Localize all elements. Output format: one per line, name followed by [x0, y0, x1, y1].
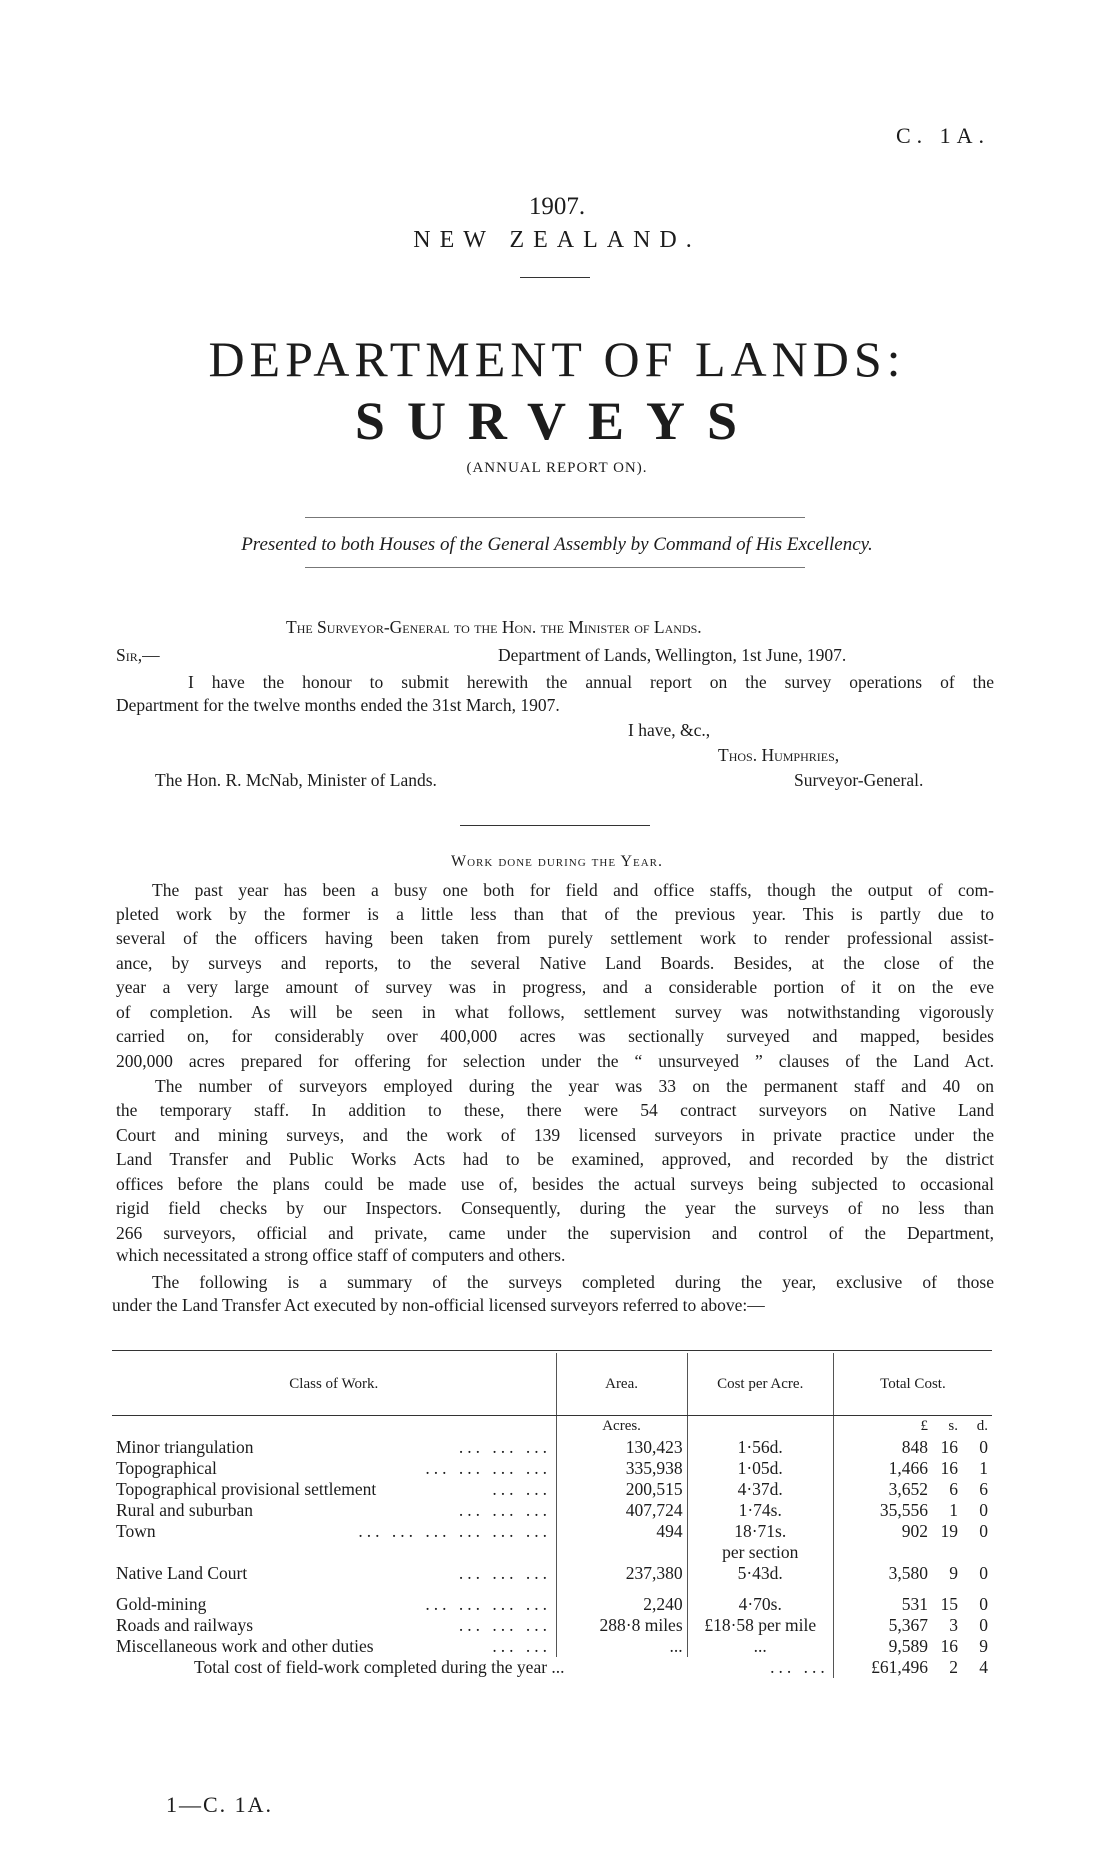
text-line: pleted work by the former is a little less than that of the previous year. This is partly due to: [116, 904, 994, 924]
cost-pounds: 902: [901, 1521, 928, 1541]
text-line: offices before the plans could be made use of, besides the actual surveys being subjected to occasional: [116, 1174, 994, 1194]
divider: [460, 825, 650, 826]
letter-closing: I have, &c.,: [628, 720, 711, 740]
cost-per-acre: £18·58 per mile: [704, 1615, 817, 1635]
text-line: ance, by surveys and reports, to the several Native Land Boards. Besides, at the close of the: [116, 953, 994, 973]
cost-per-acre-cell: [687, 1458, 833, 1479]
total-cost-cell: [833, 1500, 992, 1521]
cost-per-acre-cell: [687, 1479, 833, 1500]
total-cost: [838, 1479, 988, 1500]
column-header-class: Class of Work.: [112, 1353, 556, 1416]
area-cell: ...: [556, 1636, 687, 1657]
table-row: [112, 1458, 992, 1479]
cost-pence: 0: [979, 1437, 988, 1457]
table-top-rule: [112, 1350, 992, 1351]
cost-per-acre: 1·56d.: [737, 1437, 783, 1457]
cost-shillings: 9: [949, 1563, 958, 1583]
text-line: 200,000 acres prepared for offering for selection under the “ unsurveyed ” clauses of the Land Act.: [116, 1051, 994, 1071]
leader-dots: ... ... ...: [458, 1615, 551, 1635]
table-row: [112, 1521, 992, 1563]
total-cost: [838, 1594, 988, 1615]
total-cost: [838, 1437, 988, 1458]
leader-dots: ... ... ...: [458, 1563, 551, 1583]
salutation: Sir,—: [116, 645, 160, 665]
cost-shillings: 16: [940, 1437, 958, 1457]
area-cell: 2,240: [556, 1594, 687, 1615]
total-cost-cell: [833, 1615, 992, 1636]
cost-per-acre-cell: [687, 1615, 833, 1636]
class-of-work-cell: [112, 1500, 555, 1521]
cost-per-acre: 18·71s.: [734, 1521, 787, 1541]
class-of-work: Town: [116, 1521, 156, 1541]
text-line: several of the officers having been taken from purely settlement work to render professional assist-: [116, 928, 994, 948]
class-of-work-cell: [112, 1636, 555, 1657]
grand-total: [838, 1657, 988, 1678]
column-header-total-cost: Total Cost.: [833, 1353, 992, 1416]
text-line: which necessitated a strong office staff of computers and others.: [116, 1245, 566, 1265]
table-row: [112, 1615, 992, 1636]
place-date: Department of Lands, Wellington, 1st June, 1907.: [498, 645, 847, 665]
leader-dots: ... ... ... ...: [425, 1458, 551, 1478]
class-of-work-cell: [112, 1563, 555, 1584]
cost-pence: 0: [979, 1615, 988, 1635]
class-of-work: Topographical provisional settlement: [116, 1479, 377, 1499]
class-of-work: Minor triangulation: [116, 1437, 254, 1457]
class-of-work-cell: [112, 1615, 555, 1636]
cost-pounds: 3,580: [888, 1563, 928, 1583]
table-row: [112, 1594, 992, 1615]
signatory-title: Surveyor-General.: [794, 770, 924, 790]
country-name: NEW ZEALAND.: [413, 227, 701, 253]
units-row: [112, 1416, 992, 1438]
cost-per-acre-cell: [687, 1437, 833, 1458]
cost-pence: 0: [979, 1594, 988, 1614]
table-row: [112, 1563, 992, 1594]
leader-dots: ... ... ... ... ... ...: [358, 1521, 551, 1541]
class-of-work: Native Land Court: [116, 1563, 248, 1583]
cost-per-acre-cell: [687, 1594, 833, 1615]
total-cost-cell: [833, 1521, 992, 1563]
cost-shillings: 3: [949, 1615, 958, 1635]
area-cell: 200,515: [556, 1479, 687, 1500]
unit-acres: Acres.: [556, 1416, 687, 1438]
text-line: year a very large amount of survey was in progress, and a considerable portion of it on the eve: [116, 977, 994, 997]
title-department: DEPARTMENT OF LANDS:: [208, 331, 906, 387]
text-line: carried on, for considerably over 400,000 acres was sectionally surveyed and mapped, besides: [116, 1026, 994, 1046]
area-cell: 494: [556, 1521, 687, 1563]
area-cell: 130,423: [556, 1437, 687, 1458]
cost-per-acre: 4·37d.: [737, 1479, 783, 1499]
cost-shillings: 19: [940, 1521, 958, 1541]
leader-dots: ... ...: [492, 1479, 551, 1499]
letter-address: The Surveyor-General to the Hon. the Minister of Lands.: [286, 617, 702, 637]
cost-per-acre-cell: [687, 1500, 833, 1521]
text-line: 266 surveyors, official and private, came under the supervision and control of the Department,: [116, 1223, 994, 1243]
grand-total-cell: [833, 1657, 992, 1678]
table-row: [112, 1479, 992, 1500]
text-line: Land Transfer and Public Works Acts had to be examined, approved, and recorded by the district: [116, 1149, 994, 1169]
text-line: Court and mining surveys, and the work of 139 licensed surveyors in private practice under the: [116, 1125, 994, 1145]
column-header-area: Area.: [556, 1353, 687, 1416]
text-line: rigid field checks by our Inspectors. Consequently, during the year the surveys of no less than: [116, 1198, 994, 1218]
leader-dots: ... ...: [492, 1636, 551, 1656]
survey-summary-table: [112, 1353, 992, 1678]
leader-dots: ... ... ...: [458, 1437, 551, 1457]
text-line: The past year has been a busy one both for field and office staffs, though the output of com-: [152, 880, 994, 900]
presented-line: Presented to both Houses of the General Assembly by Command of His Excellency.: [241, 534, 873, 555]
leader-dots: ... ... ...: [458, 1500, 551, 1520]
total-cost: [838, 1521, 988, 1542]
cost-pence: 0: [979, 1500, 988, 1520]
class-of-work: Miscellaneous work and other duties: [116, 1636, 374, 1656]
page-signature: 1—C. 1A.: [166, 1792, 274, 1817]
total-cost-cell: [833, 1594, 992, 1615]
table-row: [112, 1500, 992, 1521]
total-cost: [838, 1500, 988, 1521]
total-cost: [838, 1636, 988, 1657]
text-line: The number of surveyors employed during the year was 33 on the permanent staff and 40 on: [155, 1076, 994, 1096]
cost-per-acre: 4·70s.: [738, 1594, 782, 1614]
cost-shillings: 15: [940, 1594, 958, 1614]
class-of-work: Roads and railways: [116, 1615, 254, 1635]
cost-shillings: 16: [940, 1458, 958, 1478]
unit-pence: d.: [976, 1418, 988, 1434]
cost-shillings: 1: [949, 1500, 958, 1520]
section-heading: Work done during the Year.: [451, 853, 663, 870]
cost-pounds: 9,589: [888, 1636, 928, 1656]
cost-pence: 6: [979, 1479, 988, 1499]
letter-body-line: Department for the twelve months ended the 31st March, 1907.: [116, 695, 560, 715]
cost-per-acre: ...: [753, 1636, 767, 1656]
cost-per-acre-cell: [687, 1563, 833, 1594]
cost-pounds: 35,556: [879, 1500, 928, 1520]
recipient: The Hon. R. McNab, Minister of Lands.: [155, 770, 437, 790]
text-line: The following is a summary of the surveys completed during the year, exclusive of those: [152, 1272, 994, 1292]
class-of-work-cell: [112, 1594, 555, 1615]
area-cell: 237,380: [556, 1563, 687, 1594]
divider: [305, 567, 805, 568]
table-row: [112, 1437, 992, 1458]
leader-dots: ... ... ... ...: [425, 1594, 551, 1614]
total-cost-cell: [833, 1437, 992, 1458]
class-of-work-cell: [112, 1479, 555, 1500]
cost-pence: 0: [979, 1521, 988, 1541]
area-cell: 335,938: [556, 1458, 687, 1479]
total-cost: [838, 1563, 988, 1584]
subtitle: (ANNUAL REPORT ON).: [466, 460, 648, 476]
table-header-row: [112, 1353, 992, 1416]
class-of-work-cell: [112, 1437, 555, 1458]
cost-shillings: 6: [949, 1479, 958, 1499]
cost-per-acre: 5·43d.: [737, 1563, 783, 1583]
cost-pounds: 848: [901, 1437, 928, 1457]
column-header-cost-per-acre: Cost per Acre.: [687, 1353, 833, 1416]
cost-pounds: 5,367: [888, 1615, 928, 1635]
cost-per-acre-cell: [687, 1636, 833, 1657]
total-label: Total cost of field-work completed during the year ...: [194, 1657, 565, 1677]
class-of-work-cell: [112, 1458, 555, 1479]
cost-pounds: 531: [901, 1594, 928, 1614]
cost-shillings: 16: [940, 1636, 958, 1656]
unit-pounds: £: [920, 1418, 928, 1434]
class-of-work-cell: [112, 1521, 555, 1542]
cost-per-acre: 1·74s.: [738, 1500, 782, 1520]
cost-per-acre-cell: [687, 1521, 833, 1563]
cost-per-acre-note: per section: [722, 1542, 799, 1562]
text-line: under the Land Transfer Act executed by non-official licensed surveyors referred to above:—: [112, 1295, 765, 1315]
cost-per-acre: 1·05d.: [737, 1458, 783, 1478]
total-cost-cell: [833, 1458, 992, 1479]
total-cost-cell: [833, 1479, 992, 1500]
cost-pence: 0: [979, 1563, 988, 1583]
total-cost-cell: [833, 1636, 992, 1657]
divider: [520, 277, 590, 278]
total-pounds: £61,496: [871, 1657, 928, 1677]
class-of-work: Topographical: [116, 1458, 217, 1478]
total-cost: [838, 1458, 988, 1479]
divider: [305, 517, 805, 518]
text-line: the temporary staff. In addition to these, there were 54 contract surveyors on Native Land: [116, 1100, 994, 1120]
class-of-work: Rural and suburban: [116, 1500, 254, 1520]
document-code: C. 1A.: [895, 123, 990, 148]
text-line: of completion. As will be seen in what follows, settlement survey was notwithstanding vigorously: [116, 1002, 994, 1022]
cost-pence: 1: [979, 1458, 988, 1478]
total-row: [112, 1657, 992, 1678]
letter-body-line: I have the honour to submit herewith the annual report on the survey operations of the: [188, 672, 994, 692]
total-shillings: 2: [949, 1657, 958, 1677]
cost-pence: 9: [979, 1636, 988, 1656]
report-year: 1907.: [528, 193, 586, 220]
area-cell: 288·8 miles: [556, 1615, 687, 1636]
table-row: [112, 1636, 992, 1657]
cost-pounds: 3,652: [888, 1479, 928, 1499]
class-of-work: Gold-mining: [116, 1594, 207, 1614]
area-cell: 407,724: [556, 1500, 687, 1521]
total-cost-cell: [833, 1563, 992, 1594]
total-label-cell: [112, 1657, 833, 1678]
unit-shillings: s.: [948, 1418, 958, 1434]
total-pence: 4: [979, 1657, 988, 1677]
leader-dots: ... ...: [770, 1657, 829, 1677]
cost-pounds: 1,466: [888, 1458, 928, 1478]
signatory-name: Thos. Humphries,: [718, 745, 840, 765]
title-surveys: SURVEYS: [354, 391, 760, 451]
total-cost: [838, 1615, 988, 1636]
